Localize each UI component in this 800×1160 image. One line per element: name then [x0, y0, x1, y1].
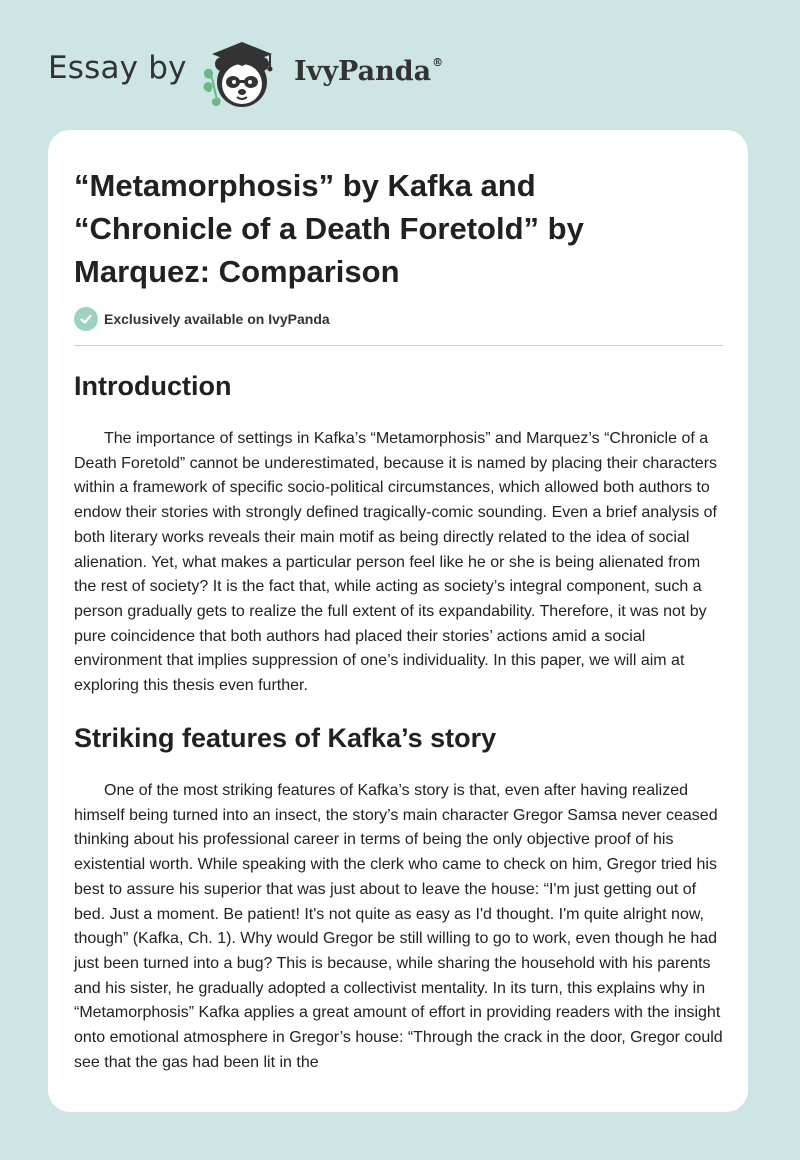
exclusive-badge-label: Exclusively available on IvyPanda — [104, 311, 330, 327]
exclusive-badge — [74, 306, 330, 332]
site-header — [48, 34, 748, 110]
essay-by-label: Essay by — [48, 50, 187, 86]
divider — [74, 345, 723, 346]
check-circle-icon — [74, 307, 98, 331]
essay-card — [48, 130, 748, 1112]
section-heading-kafka: Striking features of Kafka’s story — [74, 723, 497, 753]
paragraph-introduction: The importance of settings in Kafka’s “Metamorphosis” and Marquez’s “Chronicle of a Death Foretold” cannot be underestimated, because it is named by placing their characters within a framework of specific socio-political circumstances, which allowed both authors to endow their stories with strongly defined tragically-comic sounding. Even a brief analysis of both literary works reveals their main motif as being directly related to the idea of social alienation. Yet, what makes a particular person feel like he or she is being alienated from the rest of society? It is the fact that, while acting as society’s integral component, such a person gradually gets to realize the full extent of its expandability. Therefore, it was not by pure coincidence that both authors had placed their stories’ actions amid a social environment that implies suppression of one’s individuality. In this paper, we will aim at exploring this thesis even further. — [74, 430, 718, 695]
panda-logo-icon[interactable] — [200, 38, 296, 112]
brand-text[interactable]: IvyPanda — [294, 56, 432, 87]
registered-mark: ® — [432, 56, 444, 69]
section-heading-introduction: Introduction — [74, 371, 232, 401]
paragraph-kafka: One of the most striking features of Kafka’s story is that, even after having realized himself being turned into an insect, the story’s main character Gregor Samsa never ceased thinking about his professional career in terms of being the only objective proof of his existential worth. While speaking with the clerk who came to check on him, Gregor tried his best to assure his superior that was just about to leave the house: “I'm just getting out of bed. Just a moment. Be patient! It's not quite as easy as I'd thought. I'm quite alright now, though” (Kafka, Ch. 1). Why would Gregor be still willing to go to work, even though he had just been turned into a bug? This is because, while sharing the household with his parents and his sister, he gradually adopted a collectivist mentality. In its turn, this explains why in “Metamorphosis” Kafka applies a great amount of effort in providing readers with the insight onto emotional atmosphere in Gregor’s house: “Through the crack in the door, Gregor could see that the gas had been lit in the — [74, 782, 723, 1071]
page-title: “Metamorphosis” by Kafka and “Chronicle of a Death Foretold” by Marquez: Comparison — [74, 168, 584, 289]
brand-name[interactable] — [294, 56, 443, 87]
